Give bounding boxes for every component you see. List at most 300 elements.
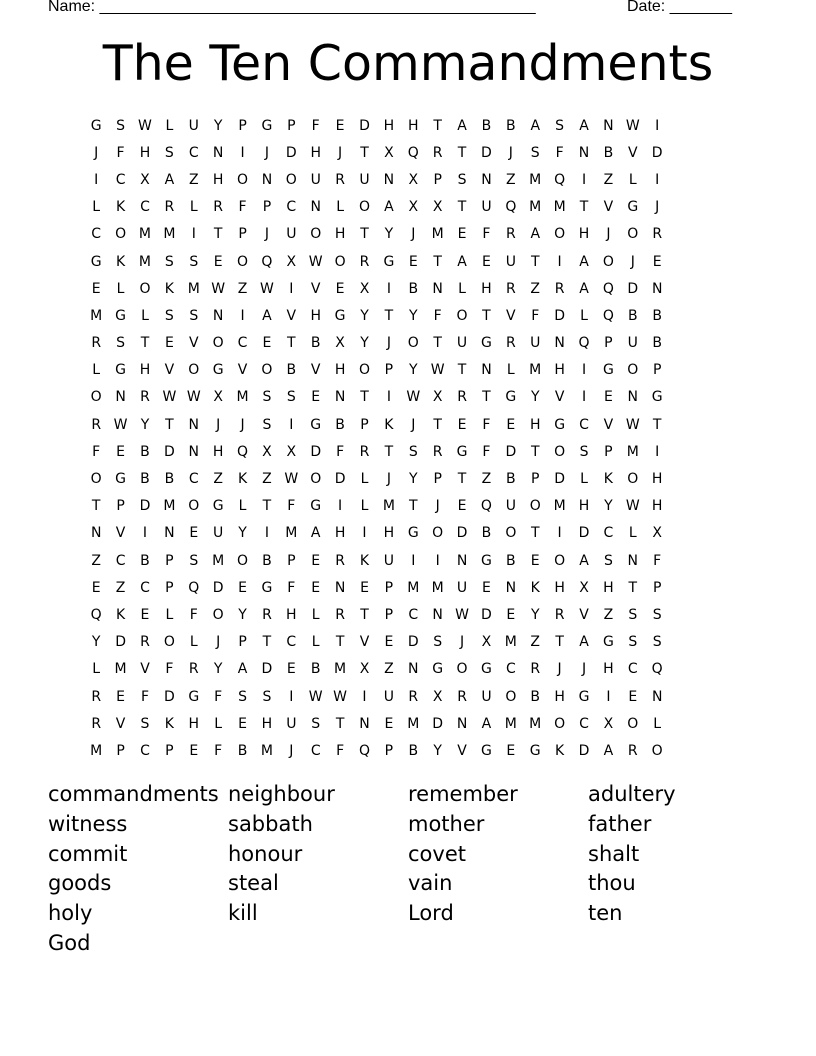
grid-letter: T [433, 335, 442, 352]
grid-letter: H [188, 715, 200, 732]
grid-letter: S [603, 552, 613, 569]
grid-row [84, 629, 732, 656]
grid-letter: S [628, 606, 638, 623]
grid-letter: E [506, 416, 516, 433]
grid-letter: G [188, 688, 200, 705]
grid-letter: G [261, 117, 273, 134]
grid-letter: M [529, 171, 542, 188]
grid-letter: E [603, 389, 613, 406]
grid-letter: Z [603, 171, 614, 188]
grid-letter: B [140, 443, 150, 460]
grid-letter: K [603, 471, 613, 488]
grid-letter: O [358, 362, 370, 379]
grid-letter: S [530, 144, 540, 161]
grid-letter: J [655, 199, 660, 216]
grid-letter: J [216, 416, 221, 433]
grid-letter: S [652, 606, 662, 623]
grid-letter: X [262, 443, 272, 460]
grid-letter: M [236, 389, 249, 406]
word-bank-item: commit [48, 841, 128, 866]
grid-letter: Y [238, 606, 247, 623]
grid-letter: C [115, 552, 126, 569]
grid-letter: X [359, 280, 370, 297]
grid-letter: Y [604, 498, 613, 515]
grid-letter: S [164, 307, 174, 324]
grid-letter: J [338, 144, 343, 161]
grid-letter: P [116, 742, 125, 759]
grid-letter: W [308, 253, 323, 270]
grid-letter: I [581, 389, 587, 406]
grid-letter: H [212, 443, 224, 460]
grid-letter: W [138, 117, 152, 134]
grid-letter: X [213, 389, 223, 406]
grid-letter: T [652, 416, 662, 433]
grid-letter: M [504, 634, 517, 651]
grid-letter: R [505, 280, 516, 297]
grid-letter: I [362, 525, 367, 542]
grid-letter: H [529, 416, 541, 433]
grid-letter: N [261, 171, 273, 188]
grid-letter: U [310, 171, 321, 188]
grid-letter: G [115, 471, 127, 488]
grid-letter: R [432, 144, 443, 161]
grid-letter: I [655, 117, 660, 134]
grid-letter: P [652, 362, 662, 379]
grid-letter: N [505, 579, 517, 596]
grid-letter: X [579, 579, 589, 596]
grid-letter: G [651, 389, 663, 406]
grid-letter: D [139, 498, 151, 515]
grid-letter: E [335, 280, 345, 297]
grid-letter: P [262, 199, 272, 216]
grid-letter: O [90, 389, 102, 406]
grid-letter: M [382, 498, 395, 515]
grid-letter: E [408, 253, 418, 270]
grid-letter: X [286, 443, 297, 460]
grid-letter: F [165, 661, 174, 678]
grid-letter: H [310, 144, 321, 161]
grid-row [84, 248, 732, 275]
grid-letter: F [214, 688, 223, 705]
grid-letter: L [653, 715, 662, 732]
grid-letter: T [335, 715, 345, 732]
grid-letter: S [164, 144, 174, 161]
grid-letter: Y [238, 525, 247, 542]
page-title: The Ten Commandments [102, 35, 714, 92]
grid-letter: E [482, 253, 491, 270]
grid-letter: V [628, 144, 638, 161]
grid-letter: P [238, 634, 247, 651]
grid-letter: N [432, 606, 443, 623]
grid-letter: J [264, 144, 269, 161]
grid-letter: G [407, 525, 419, 542]
grid-letter: E [360, 579, 369, 596]
grid-row [84, 384, 732, 411]
grid-letter: P [433, 171, 442, 188]
grid-letter: I [289, 416, 294, 433]
grid-letter: X [359, 661, 370, 678]
grid-letter: L [165, 117, 174, 134]
grid-letter: J [94, 144, 99, 161]
grid-letter: S [262, 688, 272, 705]
grid-letter: O [651, 742, 663, 759]
grid-letter: U [383, 688, 394, 705]
grid-letter: I [362, 688, 367, 705]
grid-letter: C [603, 525, 614, 542]
grid-letter: O [285, 171, 297, 188]
grid-letter: N [432, 280, 443, 297]
grid-letter: U [188, 117, 199, 134]
grid-letter: A [603, 742, 614, 759]
grid-letter: C [188, 471, 199, 488]
grid-letter: F [189, 606, 198, 623]
word-bank-item: holy [48, 901, 93, 926]
grid-letter: S [189, 307, 199, 324]
grid-letter: G [310, 498, 322, 515]
grid-letter: F [336, 742, 345, 759]
grid-letter: C [91, 226, 102, 243]
grid-letter: K [237, 471, 248, 488]
grid-letter: P [116, 498, 125, 515]
word-bank-item: ten [588, 901, 623, 926]
grid-letter: O [310, 471, 322, 488]
grid-letter: R [554, 280, 565, 297]
grid-letter: H [212, 171, 224, 188]
grid-letter: O [554, 715, 566, 732]
grid-letter: E [311, 389, 321, 406]
grid-letter: W [625, 117, 640, 134]
grid-letter: B [140, 471, 150, 488]
grid-letter: H [651, 498, 663, 515]
grid-letter: R [335, 171, 345, 188]
grid-letter: U [627, 335, 638, 352]
grid-letter: N [188, 443, 199, 460]
grid-letter: B [481, 525, 492, 542]
grid-letter: T [530, 253, 540, 270]
grid-letter: G [602, 362, 614, 379]
grid-letter: N [115, 389, 126, 406]
grid-letter: T [530, 525, 540, 542]
grid-letter: F [336, 443, 345, 460]
grid-letter: L [628, 171, 637, 188]
grid-letter: H [578, 498, 590, 515]
grid-letter: H [408, 117, 419, 134]
grid-letter: M [553, 199, 566, 216]
grid-letter: H [603, 579, 614, 596]
grid-letter: O [505, 688, 517, 705]
grid-letter: O [554, 226, 566, 243]
grid-letter: H [139, 144, 151, 161]
grid-letter: R [408, 688, 419, 705]
grid-letter: J [435, 498, 440, 515]
grid-letter: Y [530, 606, 540, 623]
grid-letter: I [240, 144, 245, 161]
grid-letter: O [90, 471, 102, 488]
grid-letter: L [360, 471, 369, 488]
word-bank-item: kill [228, 901, 258, 926]
grid-letter: W [455, 606, 469, 623]
grid-letter: L [189, 199, 198, 216]
grid-letter: D [285, 144, 297, 161]
grid-letter: B [506, 471, 516, 488]
grid-letter: O [554, 552, 566, 569]
grid-letter: D [212, 579, 224, 596]
grid-letter: U [456, 579, 468, 596]
grid-letter: J [459, 634, 465, 651]
grid-letter: Z [481, 471, 492, 488]
grid-letter: M [529, 715, 542, 732]
word-bank [48, 780, 768, 959]
grid-letter: E [311, 552, 321, 569]
grid-letter: T [482, 307, 491, 324]
grid-letter: Z [506, 171, 516, 188]
grid-letter: W [211, 280, 226, 297]
grid-row [84, 656, 732, 683]
grid-letter: F [116, 144, 125, 161]
grid-letter: P [531, 471, 540, 488]
grid-letter: I [386, 280, 391, 297]
grid-letter: X [432, 688, 443, 705]
grid-letter: N [603, 117, 614, 134]
grid-letter: G [432, 661, 444, 678]
grid-letter: N [408, 661, 419, 678]
grid-letter: T [360, 389, 369, 406]
grid-letter: J [240, 416, 245, 433]
grid-letter: S [652, 634, 662, 651]
grid-letter: V [579, 606, 589, 623]
grid-letter: M [553, 498, 566, 515]
grid-letter: V [457, 742, 467, 759]
grid-letter: X [432, 389, 443, 406]
grid-letter: G [602, 634, 614, 651]
grid-letter: Z [384, 661, 394, 678]
grid-letter: Z [91, 552, 101, 569]
grid-letter: M [334, 661, 347, 678]
grid-letter: E [189, 742, 199, 759]
grid-letter: D [115, 634, 126, 651]
grid-letter: J [411, 416, 416, 433]
grid-letter: V [188, 335, 199, 352]
grid-letter: I [142, 525, 148, 542]
grid-letter: A [579, 552, 589, 569]
grid-row [84, 683, 732, 710]
grid-letter: B [164, 471, 175, 488]
grid-letter: N [212, 144, 224, 161]
grid-letter: R [554, 606, 565, 623]
grid-letter: E [384, 634, 394, 651]
grid-letter: M [90, 307, 103, 324]
grid-letter: A [262, 307, 272, 324]
grid-letter: K [359, 552, 370, 569]
grid-letter: O [358, 199, 370, 216]
grid-letter: E [238, 579, 247, 596]
grid-letter: U [505, 498, 516, 515]
grid-letter: R [91, 715, 102, 732]
grid-letter: B [652, 307, 662, 324]
grid-letter: C [627, 661, 638, 678]
grid-letter: E [384, 715, 394, 732]
grid-letter: I [581, 362, 587, 379]
grid-letter: N [310, 199, 321, 216]
grid-letter: E [652, 253, 662, 270]
grid-letter: I [435, 552, 440, 569]
grid-letter: P [384, 606, 394, 623]
grid-letter: X [481, 634, 492, 651]
grid-letter: H [554, 579, 565, 596]
grid-letter: C [505, 661, 516, 678]
grid-letter: B [652, 335, 662, 352]
grid-letter: G [383, 253, 395, 270]
grid-letter: T [457, 362, 467, 379]
grid-letter: N [90, 525, 102, 542]
grid-letter: Y [360, 307, 369, 324]
grid-letter: J [508, 144, 513, 161]
grid-letter: F [555, 144, 564, 161]
grid-letter: S [164, 253, 174, 270]
grid-letter: F [531, 307, 540, 324]
grid-letter: S [189, 253, 199, 270]
grid-letter: H [481, 280, 492, 297]
grid-letter: M [138, 226, 152, 243]
word-bank-item: neighbour [228, 782, 335, 806]
grid-letter: L [92, 661, 101, 678]
grid-letter: F [214, 742, 223, 759]
grid-letter: O [237, 171, 249, 188]
grid-letter: C [408, 606, 419, 623]
grid-letter: B [310, 335, 321, 352]
word-bank-item: goods [48, 871, 112, 896]
grid-letter: S [189, 552, 199, 569]
grid-letter: T [457, 144, 467, 161]
grid-letter: A [481, 715, 492, 732]
grid-letter: E [506, 606, 516, 623]
grid-letter: R [432, 443, 443, 460]
grid-letter: C [188, 144, 199, 161]
grid-letter: R [164, 199, 175, 216]
grid-letter: Z [115, 579, 126, 596]
grid-letter: P [384, 579, 394, 596]
grid-letter: D [432, 715, 444, 732]
grid-letter: O [139, 280, 151, 297]
grid-letter: S [311, 715, 321, 732]
grid-letter: R [91, 416, 102, 433]
grid-letter: L [580, 307, 588, 324]
grid-letter: U [481, 688, 492, 705]
grid-letter: E [335, 117, 345, 134]
grid-letter: M [431, 226, 444, 243]
grid-letter: D [627, 280, 639, 297]
grid-letter: D [407, 634, 419, 651]
grid-letter: L [360, 498, 369, 515]
grid-letter: T [433, 416, 442, 433]
grid-letter: E [91, 579, 101, 596]
grid-letter: K [164, 280, 174, 297]
grid-letter: J [606, 226, 611, 243]
grid-letter: C [237, 335, 248, 352]
grid-letter: A [457, 253, 467, 270]
grid-letter: E [457, 416, 467, 433]
grid-letter: Y [530, 389, 540, 406]
grid-letter: G [529, 742, 541, 759]
grid-letter: O [163, 634, 175, 651]
grid-letter: G [334, 307, 346, 324]
grid-letter: W [113, 416, 128, 433]
date-field-label: Date: _______ [627, 0, 732, 15]
grid-letter: L [336, 199, 344, 216]
grid-letter: R [140, 389, 150, 406]
grid-letter: I [606, 688, 611, 705]
grid-letter: M [285, 525, 298, 542]
grid-letter: D [310, 443, 322, 460]
word-bank-item: witness [48, 811, 128, 836]
grid-letter: G [481, 335, 492, 352]
grid-letter: M [90, 742, 103, 759]
grid-letter: X [286, 253, 297, 270]
grid-letter: L [165, 606, 174, 623]
grid-letter: I [289, 688, 294, 705]
word-bank-item: sabbath [228, 811, 313, 836]
grid-letter: A [579, 634, 589, 651]
grid-letter: V [603, 416, 614, 433]
grid-letter: G [456, 443, 468, 460]
grid-letter: U [213, 525, 224, 542]
grid-letter: O [115, 226, 127, 243]
grid-letter: G [481, 552, 492, 569]
grid-letter: X [335, 335, 345, 352]
grid-letter: N [627, 552, 639, 569]
grid-letter: I [94, 171, 99, 188]
grid-letter: K [530, 579, 540, 596]
grid-letter: M [114, 661, 127, 678]
grid-letter: R [359, 253, 370, 270]
grid-letter: E [286, 661, 296, 678]
grid-letter: O [602, 253, 614, 270]
grid-letter: M [212, 552, 225, 569]
grid-letter: E [91, 280, 101, 297]
grid-letter: I [557, 253, 562, 270]
grid-letter: L [238, 498, 247, 515]
grid-letter: N [651, 280, 663, 297]
grid-letter: U [286, 715, 297, 732]
grid-letter: B [335, 416, 345, 433]
grid-letter: E [140, 606, 150, 623]
grid-letter: E [116, 443, 126, 460]
grid-letter: R [188, 661, 199, 678]
grid-letter: R [457, 389, 467, 406]
grid-row [84, 710, 732, 737]
grid-letter: N [164, 525, 175, 542]
grid-letter: E [238, 715, 247, 732]
word-bank-item: father [588, 811, 652, 836]
grid-letter: L [214, 715, 223, 732]
grid-letter: A [579, 280, 589, 297]
grid-letter: T [482, 389, 491, 406]
grid-letter: T [628, 579, 638, 596]
grid-letter: B [286, 362, 297, 379]
grid-letter: R [140, 634, 150, 651]
grid-letter: N [578, 144, 590, 161]
grid-row [84, 139, 732, 166]
word-bank-item: shalt [588, 841, 640, 866]
grid-letter: K [555, 742, 565, 759]
grid-letter: Q [602, 280, 614, 297]
grid-letter: H [383, 117, 395, 134]
word-bank-item: remember [408, 782, 518, 806]
grid-letter: B [506, 117, 516, 134]
grid-letter: P [287, 552, 296, 569]
grid-letter: T [384, 443, 394, 460]
grid-letter: E [164, 335, 174, 352]
